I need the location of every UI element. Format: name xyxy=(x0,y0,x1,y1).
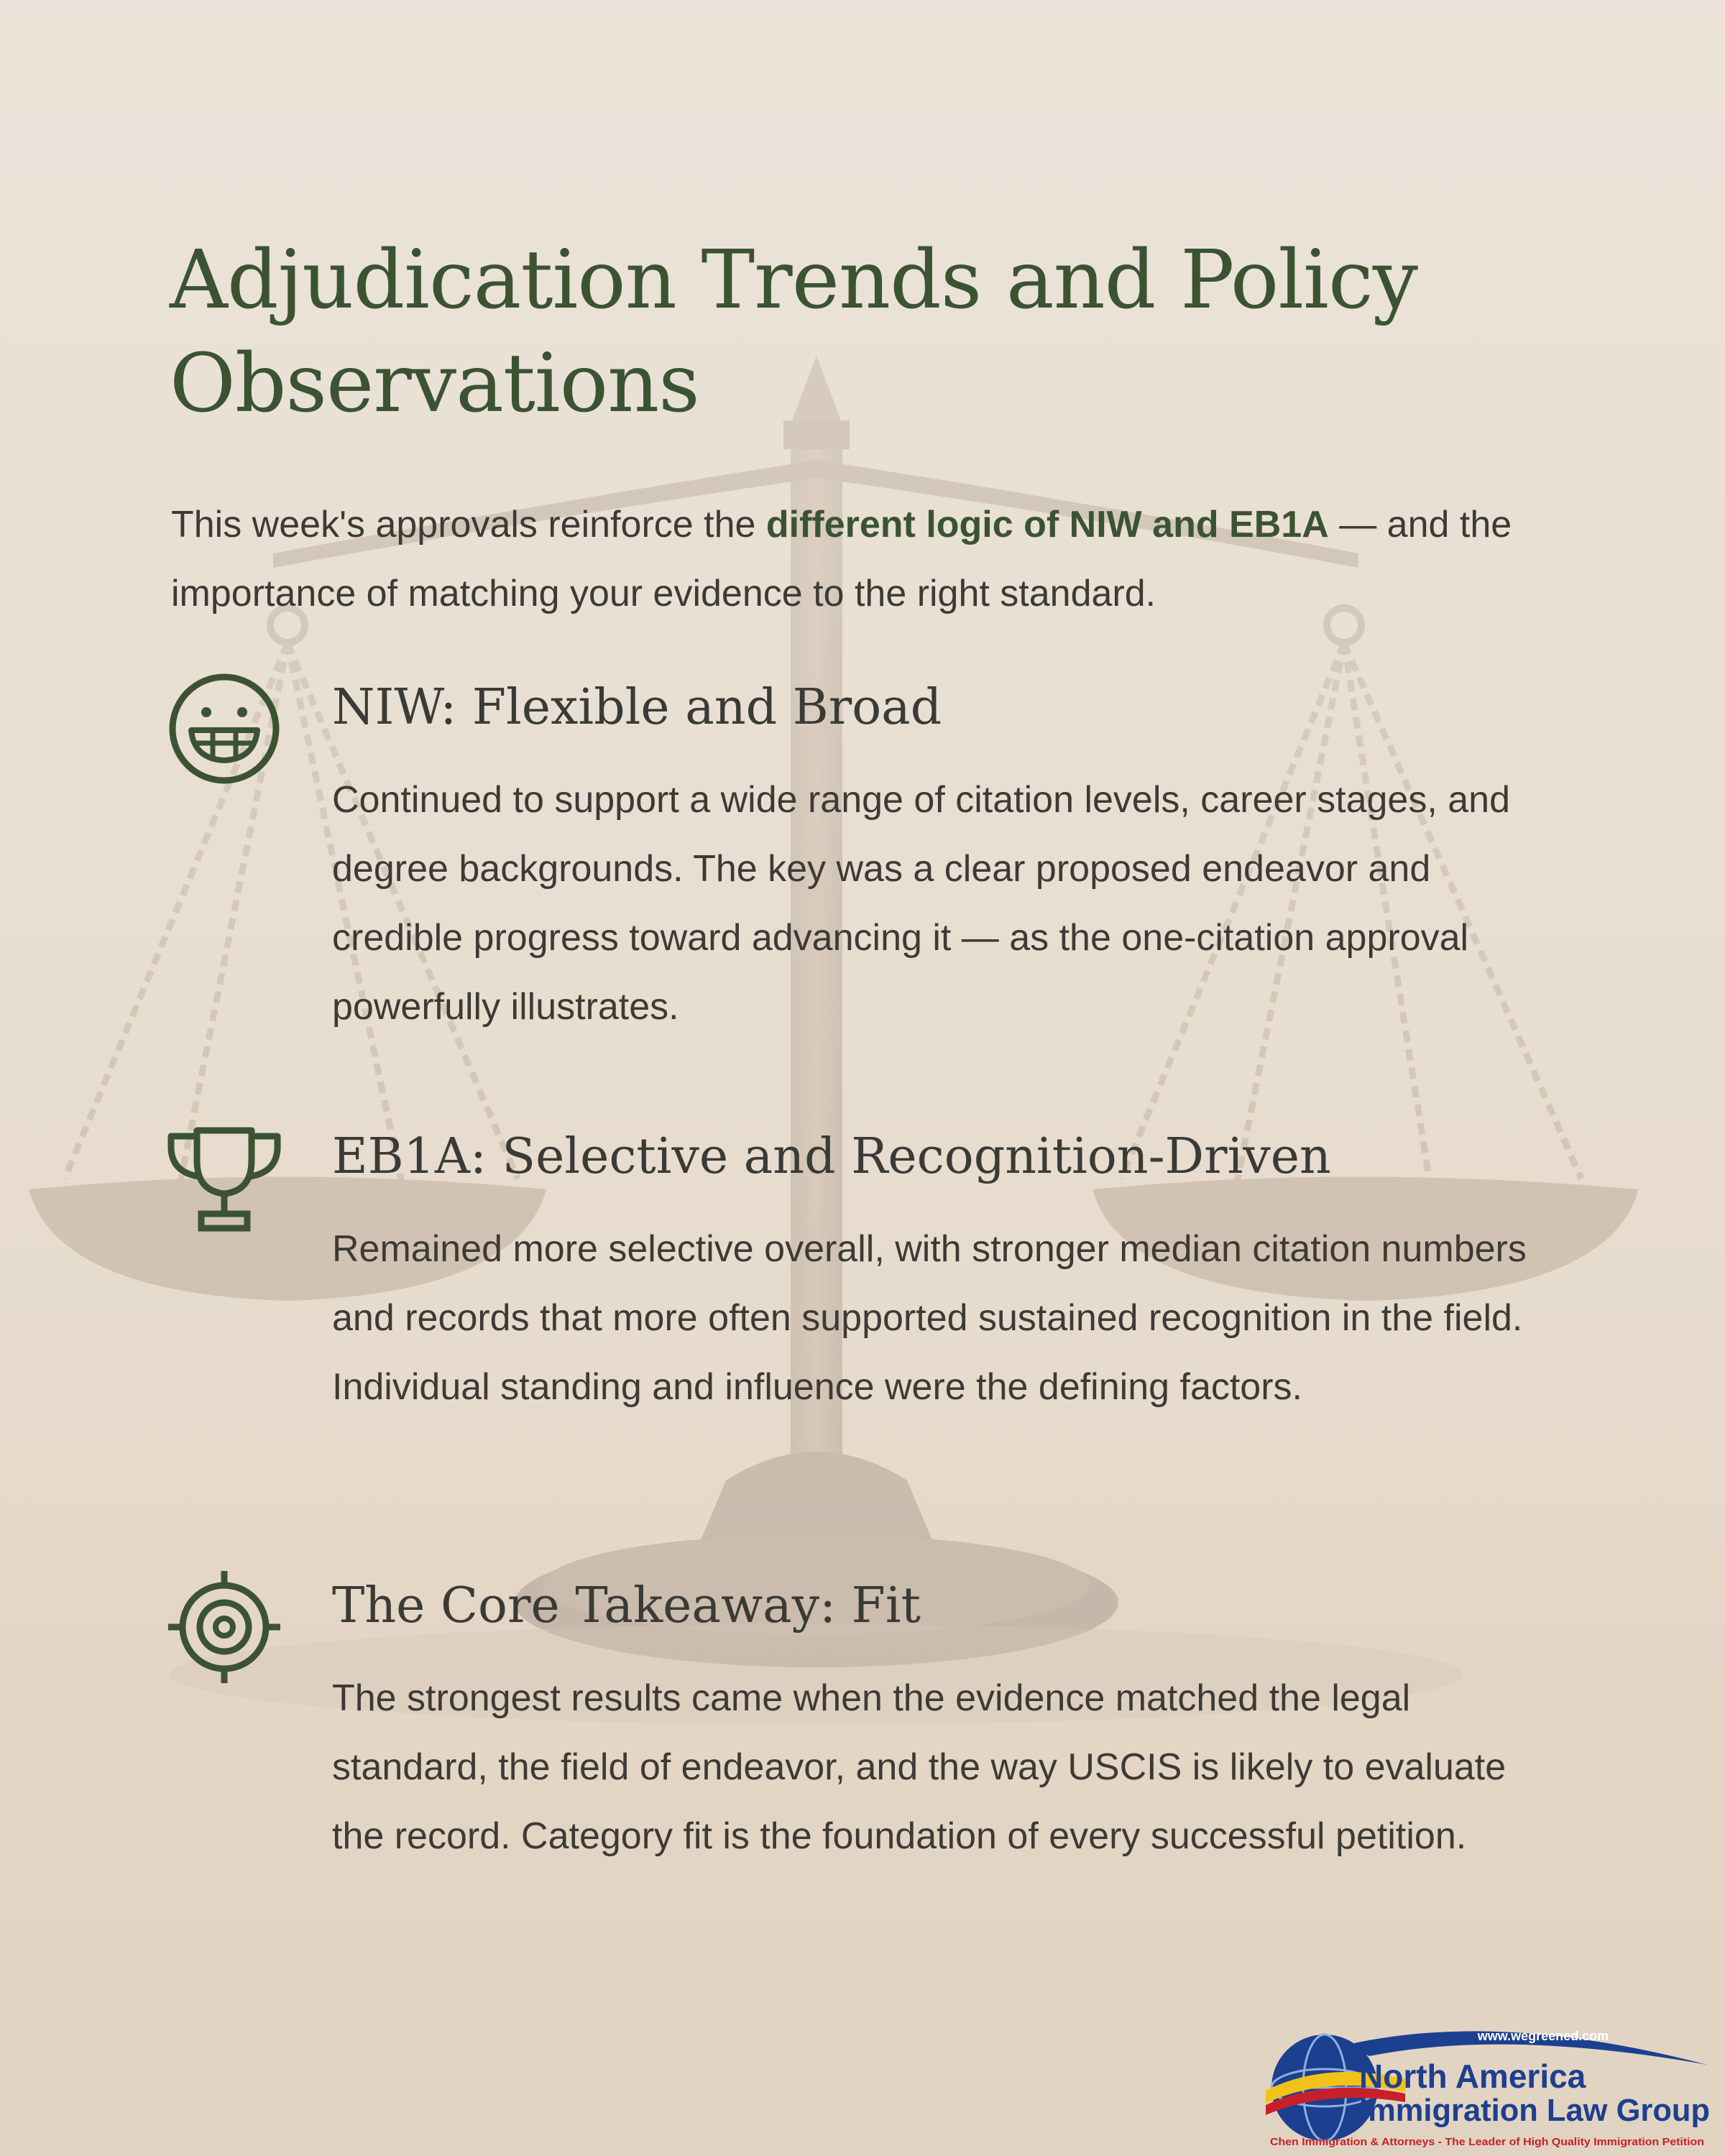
intro-text-start: This week's approvals reinforce the xyxy=(171,504,766,545)
grin-face-icon xyxy=(167,671,282,786)
logo-line1: North America xyxy=(1359,2058,1586,2095)
company-logo[interactable] xyxy=(1261,2016,1714,2152)
section-heading: EB1A: Selective and Recognition-Driven xyxy=(332,1128,1331,1185)
logo-line2: Immigration Law Group xyxy=(1359,2093,1710,2128)
section-heading: NIW: Flexible and Broad xyxy=(332,679,942,736)
section-heading: The Core Takeaway: Fit xyxy=(332,1577,921,1634)
trophy-icon xyxy=(167,1120,282,1235)
section-body: The strongest results came when the evidence matched the legal standard, the field of endeavor, and the way USCIS is likely to evaluate the record. Category fit is the foundation of every successful petition. xyxy=(332,1677,1506,1857)
section-body: Remained more selective overall, with stronger median citation numbers and records that more often supported sustained recognition in the field. Individual standing and influence were the defining factors. xyxy=(332,1228,1527,1408)
page-title: Adjudication Trends and Policy Observations xyxy=(170,234,1417,430)
section-body: Continued to support a wide range of citation levels, career stages, and degree backgrounds. The key was a clear proposed endeavor and credible progress toward advancing it — as the one-citation approval powerfully illustrates. xyxy=(332,779,1510,1028)
intro-highlight: different logic of NIW and EB1A xyxy=(765,504,1329,545)
intro-text-end: — and the importance of matching your evidence to the right standard. xyxy=(171,504,1512,614)
intro-paragraph xyxy=(171,490,1580,628)
logo-url: www.wegreened.com xyxy=(1477,2029,1609,2043)
logo-tagline: Chen Immigration & Attorneys - The Leader of High Quality Immigration Petition xyxy=(1270,2136,1704,2148)
target-icon xyxy=(167,1570,282,1685)
